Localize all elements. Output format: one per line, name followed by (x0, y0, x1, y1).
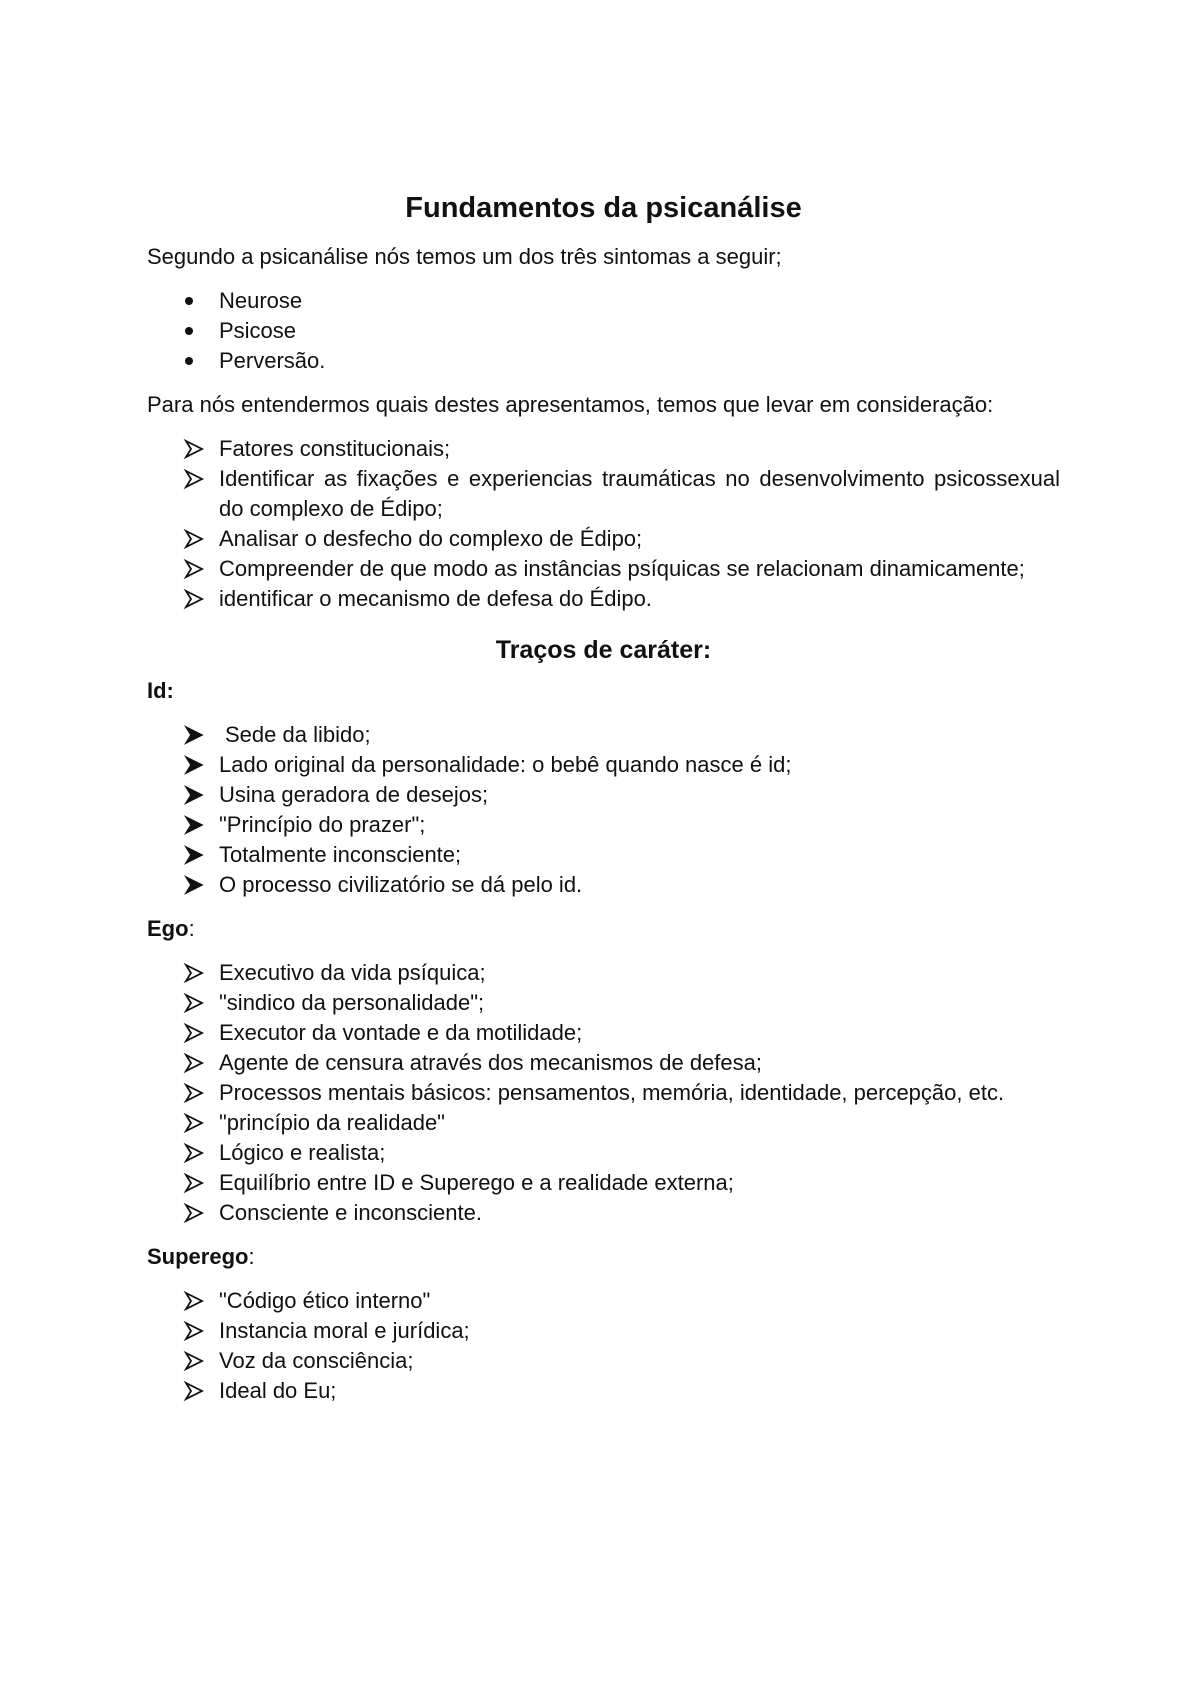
arrow-bullet-icon (183, 464, 205, 494)
arrow-bullet-icon (183, 810, 205, 840)
arrow-bullet-icon (183, 434, 205, 464)
list-item: Processos mentais básicos: pensamentos, memória, identidade, percepção, etc. (147, 1078, 1060, 1108)
arrow-bullet-icon (183, 584, 205, 614)
list-item: Voz da consciência; (147, 1346, 1060, 1376)
list-item: Sede da libido; (147, 720, 1060, 750)
arrow-bullet-icon (183, 1316, 205, 1346)
list-item: O processo civilizatório se dá pelo id. (147, 870, 1060, 900)
arrow-bullet-icon (183, 750, 205, 780)
document-title: Fundamentos da psicanálise (405, 192, 802, 224)
list-item: Consciente e inconsciente. (147, 1198, 1060, 1228)
list-item: Ideal do Eu; (147, 1376, 1060, 1406)
arrow-bullet-icon (183, 1108, 205, 1138)
arrow-bullet-icon (183, 720, 205, 750)
arrow-bullet-icon (183, 1018, 205, 1048)
intro-paragraph: Segundo a psicanálise nós temos um dos três sintomas a seguir; (147, 244, 782, 269)
list-item: Executor da vontade e da motilidade; (147, 1018, 1060, 1048)
factors-list (147, 434, 1060, 614)
arrow-bullet-icon (183, 840, 205, 870)
bullet-dot-icon (185, 357, 193, 365)
list-item: Equilíbrio entre ID e Superego e a realidade externa; (147, 1168, 1060, 1198)
arrow-bullet-icon (183, 1078, 205, 1108)
arrow-bullet-icon (183, 1376, 205, 1406)
list-item: Lado original da personalidade: o bebê quando nasce é id; (147, 750, 1060, 780)
list-item: Totalmente inconsciente; (147, 840, 1060, 870)
id-label: Id: (147, 678, 174, 703)
list-item: Perversão. (147, 346, 1060, 376)
bullet-dot-icon (185, 297, 193, 305)
list-item: "Princípio do prazer"; (147, 810, 1060, 840)
arrow-bullet-icon (183, 1198, 205, 1228)
list-item: identificar o mecanismo de defesa do Édipo. (147, 584, 1060, 614)
arrow-bullet-icon (183, 958, 205, 988)
list-item: Fatores constitucionais; (147, 434, 1060, 464)
list-item: Psicose (147, 316, 1060, 346)
list-item: Executivo da vida psíquica; (147, 958, 1060, 988)
arrow-bullet-icon (183, 870, 205, 900)
arrow-bullet-icon (183, 780, 205, 810)
arrow-bullet-icon (183, 554, 205, 584)
list-item: Analisar o desfecho do complexo de Édipo; (147, 524, 1060, 554)
arrow-bullet-icon (183, 524, 205, 554)
arrow-bullet-icon (183, 1138, 205, 1168)
list-item: Agente de censura através dos mecanismos de defesa; (147, 1048, 1060, 1078)
arrow-bullet-icon (183, 1346, 205, 1376)
ego-list (147, 958, 1060, 1228)
list-item: "princípio da realidade" (147, 1108, 1060, 1138)
arrow-bullet-icon (183, 988, 205, 1018)
list-item: Neurose (147, 286, 1060, 316)
superego-label: Superego: (147, 1244, 255, 1269)
section-subtitle: Traços de caráter: (495, 636, 712, 664)
document-body (147, 188, 1060, 1420)
symptoms-list (147, 286, 1060, 376)
superego-list (147, 1286, 1060, 1406)
id-list (147, 720, 1060, 900)
list-item: Lógico e realista; (147, 1138, 1060, 1168)
list-item: Identificar as fixações e experiencias traumáticas no desenvolvimento psicossexual do complexo de Édipo; (147, 464, 1060, 524)
list-item: "Código ético interno" (147, 1286, 1060, 1316)
arrow-bullet-icon (183, 1048, 205, 1078)
list-item: Usina geradora de desejos; (147, 780, 1060, 810)
bullet-dot-icon (185, 327, 193, 335)
arrow-bullet-icon (183, 1286, 205, 1316)
arrow-bullet-icon (183, 1168, 205, 1198)
ego-label: Ego: (147, 916, 195, 941)
list-item: "sindico da personalidade"; (147, 988, 1060, 1018)
list-item: Instancia moral e jurídica; (147, 1316, 1060, 1346)
list-item: Compreender de que modo as instâncias psíquicas se relacionam dinamicamente; (147, 554, 1060, 584)
consider-paragraph: Para nós entendermos quais destes apresentamos, temos que levar em consideração: (147, 392, 994, 417)
